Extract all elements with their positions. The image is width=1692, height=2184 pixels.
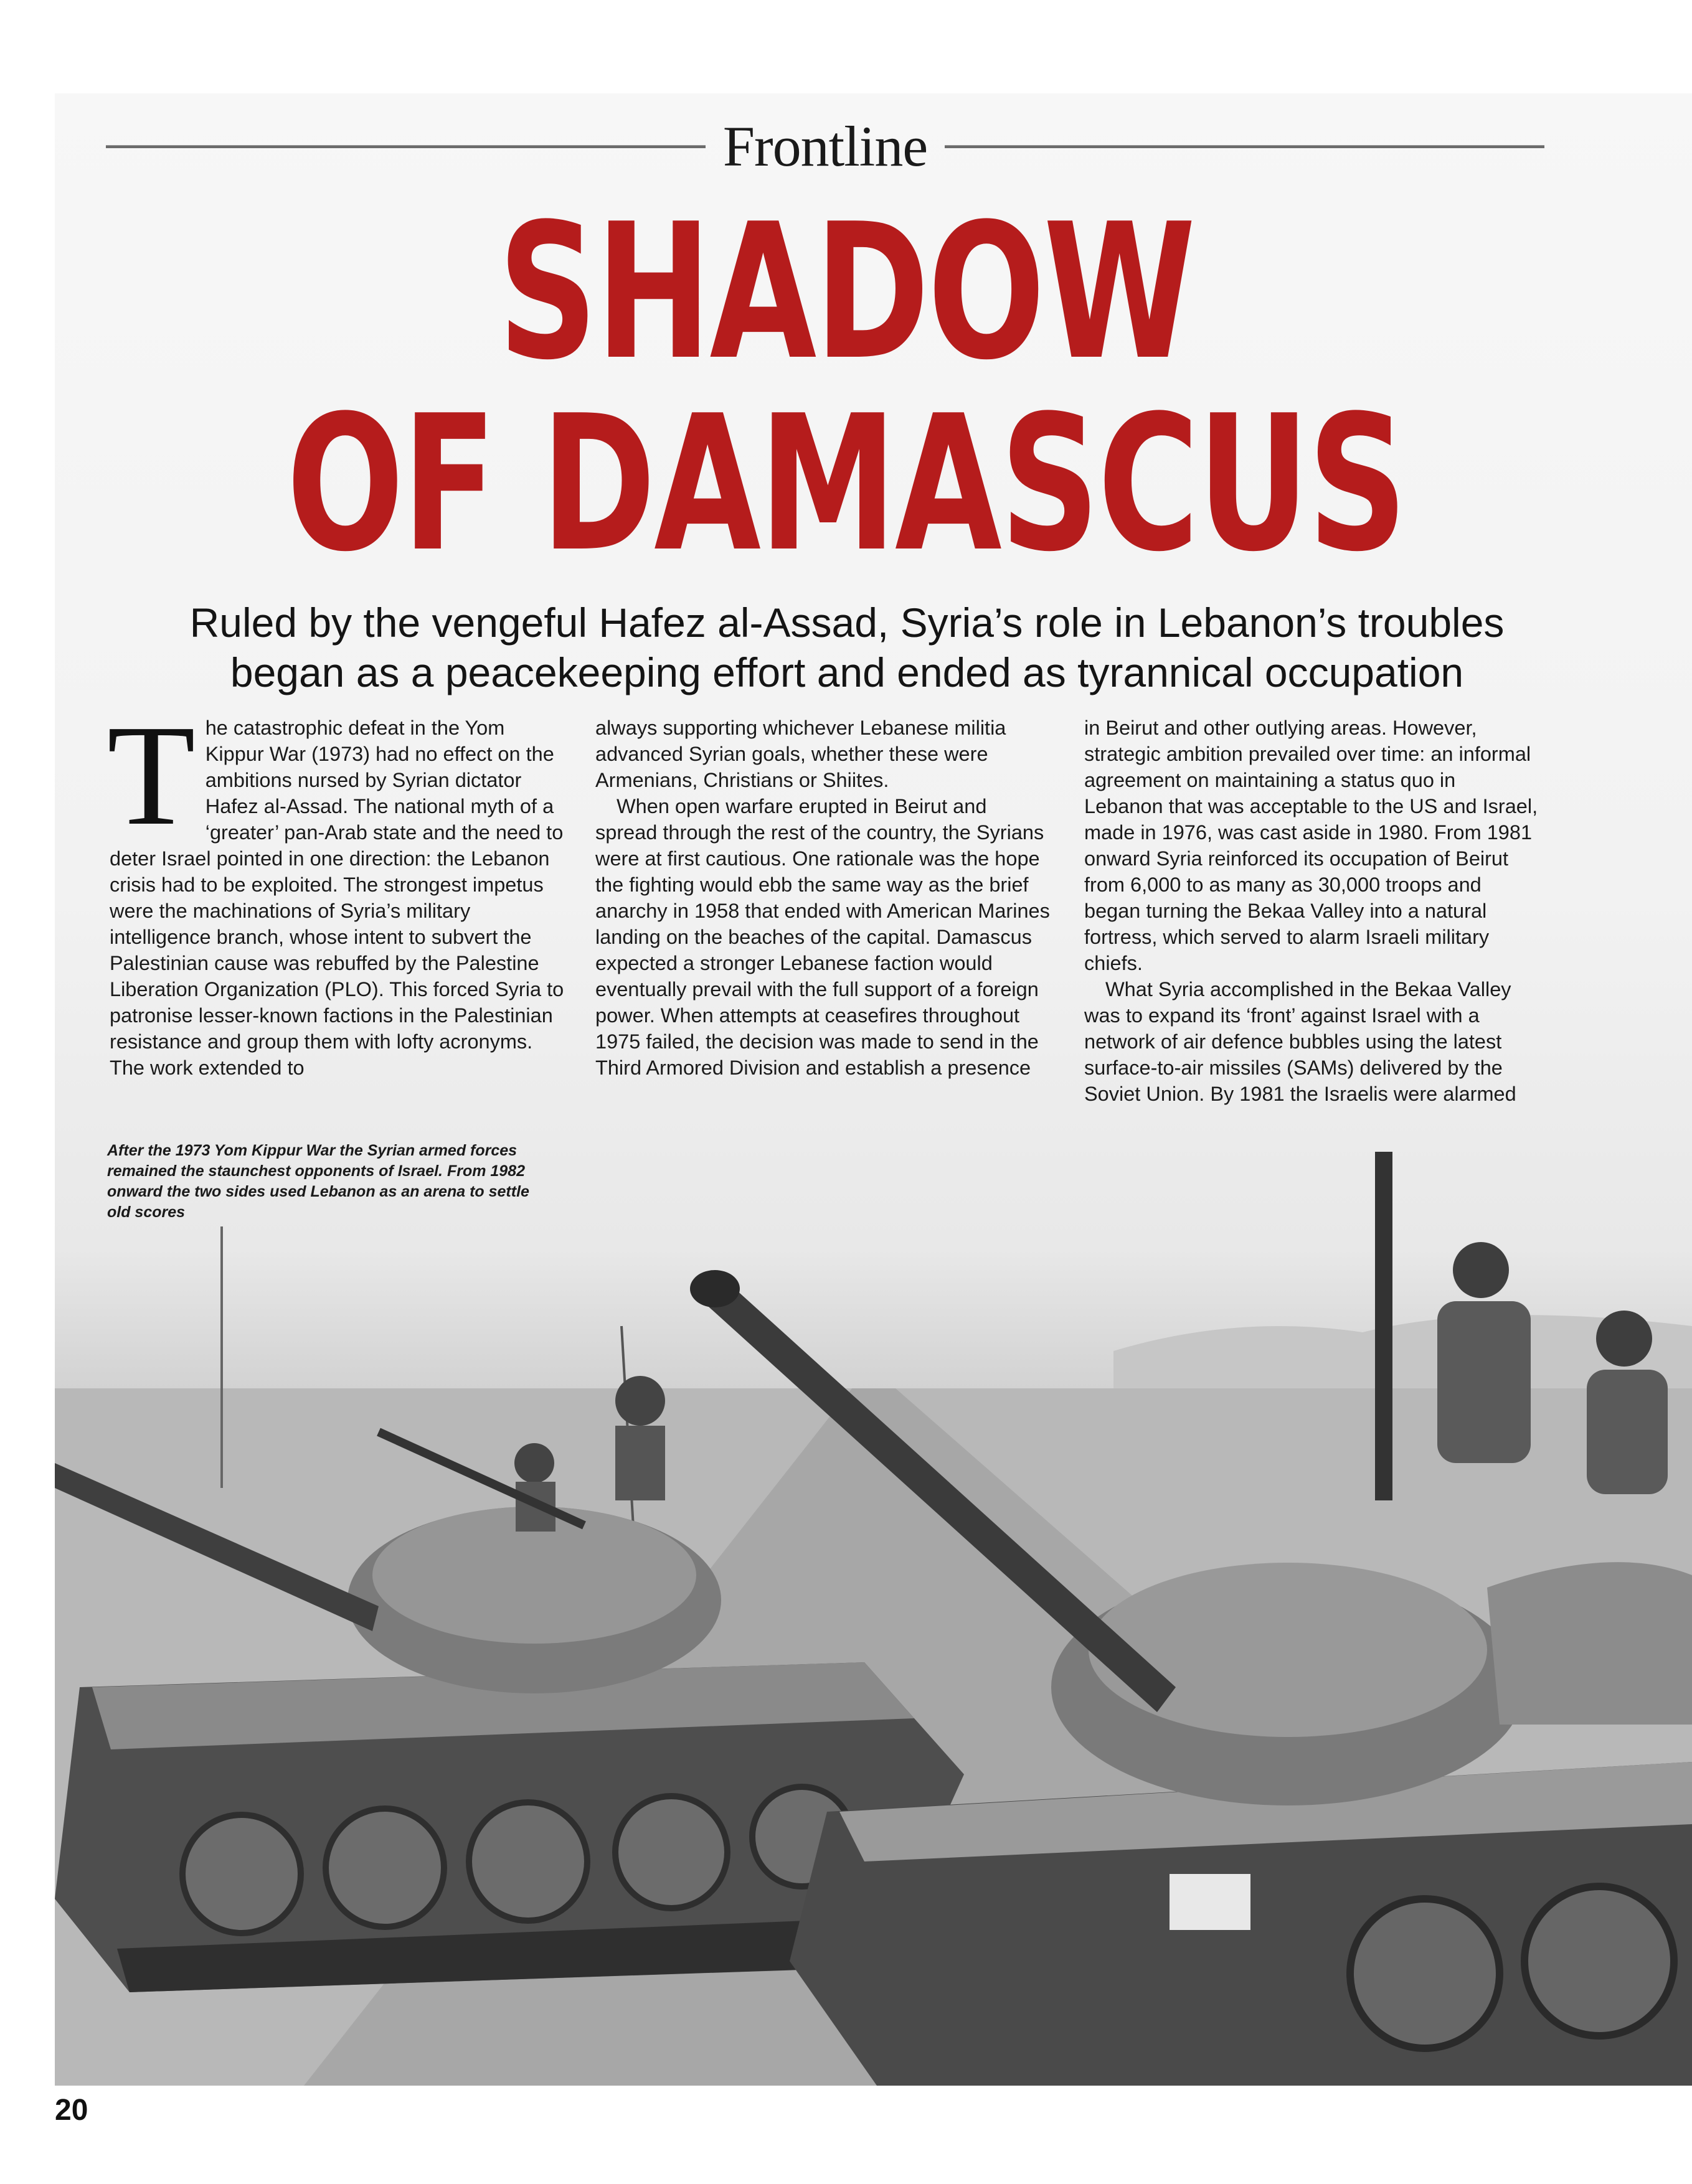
body-column-2	[595, 715, 1050, 1081]
page-number: 20	[55, 2094, 88, 2127]
body-paragraph: he catastrophic defeat in the Yom Kippur War (1973) had no effect on the ambitions nursed by Syrian dictator Hafez al-Assad. The national myth of a ‘greater’ pan-Arab state and the need to deter Israel pointed in one direction: the Lebanon crisis had to be exploited. The strongest impetus were the machinations of Syria’s military intelligence branch, whose intent to subvert the Palestinian cause was rebuffed by the Palestine Liberation Organization (PLO). This forced Syria to patronise lesser-known factions in the Palestinian resistance and group them with lofty acronyms. The work extended to	[110, 717, 564, 1079]
kicker-rule-right	[945, 145, 1544, 148]
headline-line-2: OF DAMASCUS	[286, 375, 1406, 593]
drop-cap: T	[107, 695, 196, 855]
standfirst-line-1: Ruled by the vengeful Hafez al-Assad, Syria’s role in Lebanon’s troubles	[189, 600, 1505, 646]
standfirst	[112, 598, 1582, 697]
section-kicker	[106, 112, 1544, 181]
body-paragraph: in Beirut and other outlying areas. However, strategic ambition prevailed over time: an informal agreement on maintaining a status quo in Lebanon that was acceptable to the US and Israel, made in 1976, was cast aside in 1980. From 1981 onward Syria reinforced its occupation of Beirut from 6,000 to as many as 30,000 troops and began turning the Bekaa Valley into a natural fortress, which served to alarm Israeli military chiefs.	[1084, 717, 1538, 974]
body-paragraph: When open warfare erupted in Beirut and spread through the rest of the country, the Syrians were at first cautious. One rationale was the hope the fighting would ebb the same way as the brief anarchy in 1958 that ended with American Marines landing on the beaches of the capital. Damascus expected a stronger Lebanese faction would eventually prevail with the full support of a foreign power. When attempts at ceasefires throughout 1975 failed, the decision was made to send in the Third Armored Division and establish a presence	[595, 795, 1050, 1079]
body-column-1	[107, 695, 564, 1081]
body-paragraph: always supporting whichever Lebanese militia advanced Syrian goals, whether these were Armenians, Christians or Shiites.	[595, 717, 1006, 791]
body-column-3	[1084, 715, 1539, 1107]
photo-caption: After the 1973 Yom Kippur War the Syrian armed forces remained the staunchest opponents of Israel. From 1982 onward the two sides used Lebanon as an arena to settle old scores	[107, 1142, 529, 1221]
kicker-rule-left	[106, 145, 706, 148]
headline-line-1: SHADOW	[498, 184, 1194, 401]
standfirst-line-2: began as a peacekeeping effort and ended as tyrannical occupation	[230, 649, 1464, 695]
kicker-label: Frontline	[722, 115, 928, 178]
body-paragraph: What Syria accomplished in the Bekaa Valley was to expand its ‘front’ against Israel with a network of air defence bubbles using the latest surface-to-air missiles (SAMs) delivered by the Soviet Union. By 1981 the Israelis were alarmed	[1084, 978, 1516, 1105]
